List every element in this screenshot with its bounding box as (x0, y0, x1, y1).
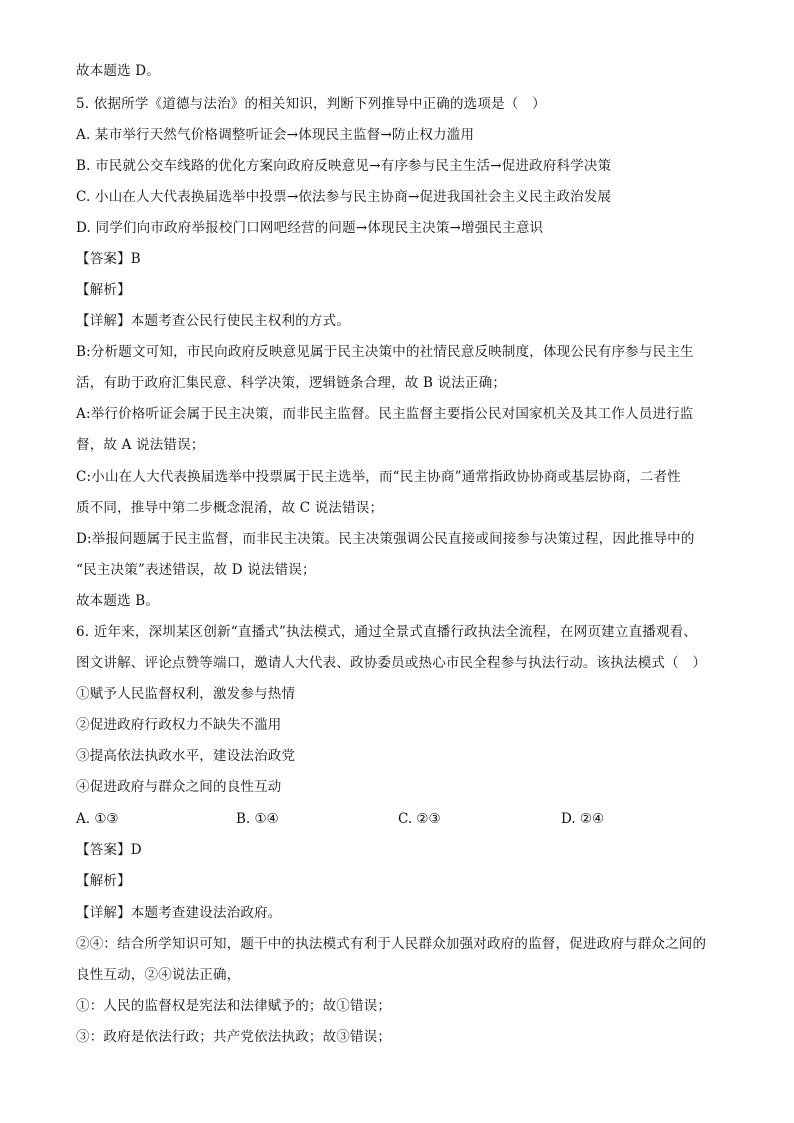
option-d: D. ②④ (561, 811, 605, 827)
explanation-line: ②④：结合所学知识可知，题干中的执法模式有利于人民群众加强对政府的监督，促进政府与群众之间的 (76, 936, 707, 952)
explanation-line: 督，故 A 说法错误； (76, 437, 205, 453)
text-line: 故本题选 D。 (76, 63, 161, 79)
question-6-stem: 图文讲解、评论点赞等端口，邀请人大代表、政协委员或热心市民全程参与执法行动。该执法模式（ ） (76, 655, 707, 671)
statement-3: ③提高依法执政水平，建设法治政党 (76, 748, 296, 764)
explanation-line: 活，有助于政府汇集民意、科学决策，逻辑链条合理，故 B 说法正确； (76, 375, 507, 391)
explanation-line: ①：人民的监督权是宪法和法律赋予的；故①错误； (76, 998, 392, 1014)
detail-line: 【详解】本题考查公民行使民主权利的方式。 (76, 313, 350, 329)
answer-label: 【答案】D (76, 842, 142, 858)
explanation-line: C:小山在人大代表换届选举中投票属于民主选举，而“民主协商”通常指政协协商或基层协商，二者性 (76, 469, 681, 485)
option-c: C. 小山在人大代表换届选举中投票→依法参与民主协商→促进我国社会主义民主政治发展 (76, 189, 612, 205)
statement-2: ②促进政府行政权力不缺失不滥用 (76, 717, 282, 733)
question-6-stem: 6. 近年来，深圳某区创新“直播式”执法模式，通过全景式直播行政执法全流程，在网页建立直播观看、 (76, 624, 698, 640)
statement-1: ①赋予人民监督权利，激发参与热情 (76, 686, 296, 702)
option-b: B. ①④ (236, 811, 279, 827)
explanation-line: D:举报问题属于民主监督，而非民主决策。民主决策强调公民直接或间接参与决策过程，因此推导中的 (76, 531, 695, 547)
option-a: A. 某市举行天然气价格调整听证会→体现民主监督→防止权力滥用 (76, 127, 475, 143)
statement-4: ④促进政府与群众之间的良性互动 (76, 779, 282, 795)
detail-line: 【详解】本题考查建设法治政府。 (76, 905, 282, 921)
option-b: B. 市民就公交车线路的优化方案向政府反映意见→有序参与民主生活→促进政府科学决策 (76, 158, 612, 174)
explanation-line: 良性互动，②④说法正确， (76, 967, 241, 983)
explanation-line: A:举行价格听证会属于民主决策，而非民主监督。民主监督主要指公民对国家机关及其工作人员进行监 (76, 406, 694, 422)
explanation-line: B:分析题文可知，市民向政府反映意见属于民主决策中的社情民意反映制度，体现公民有序参与民主生 (76, 344, 694, 360)
text-line: 故本题选 B。 (76, 593, 160, 609)
analysis-label: 【解析】 (76, 873, 131, 889)
option-a: A. ①③ (76, 811, 119, 827)
explanation-line: 质不同，推导中第二步概念混淆，故 C 说法错误； (76, 500, 384, 516)
option-d: D. 同学们向市政府举报校门口网吧经营的问题→体现民主决策→增强民主意识 (76, 220, 544, 236)
option-c: C. ②③ (398, 811, 441, 827)
question-5-stem: 5. 依据所学《道德与法治》的相关知识，判断下列推导中正确的选项是（ ） (76, 96, 546, 112)
answer-label: 【答案】B (76, 251, 141, 267)
analysis-label: 【解析】 (76, 282, 131, 298)
explanation-line: ③：政府是依法行政；共产党依法执政；故③错误； (76, 1029, 392, 1045)
explanation-line: “民主决策”表述错误，故 D 说法错误； (76, 562, 316, 578)
